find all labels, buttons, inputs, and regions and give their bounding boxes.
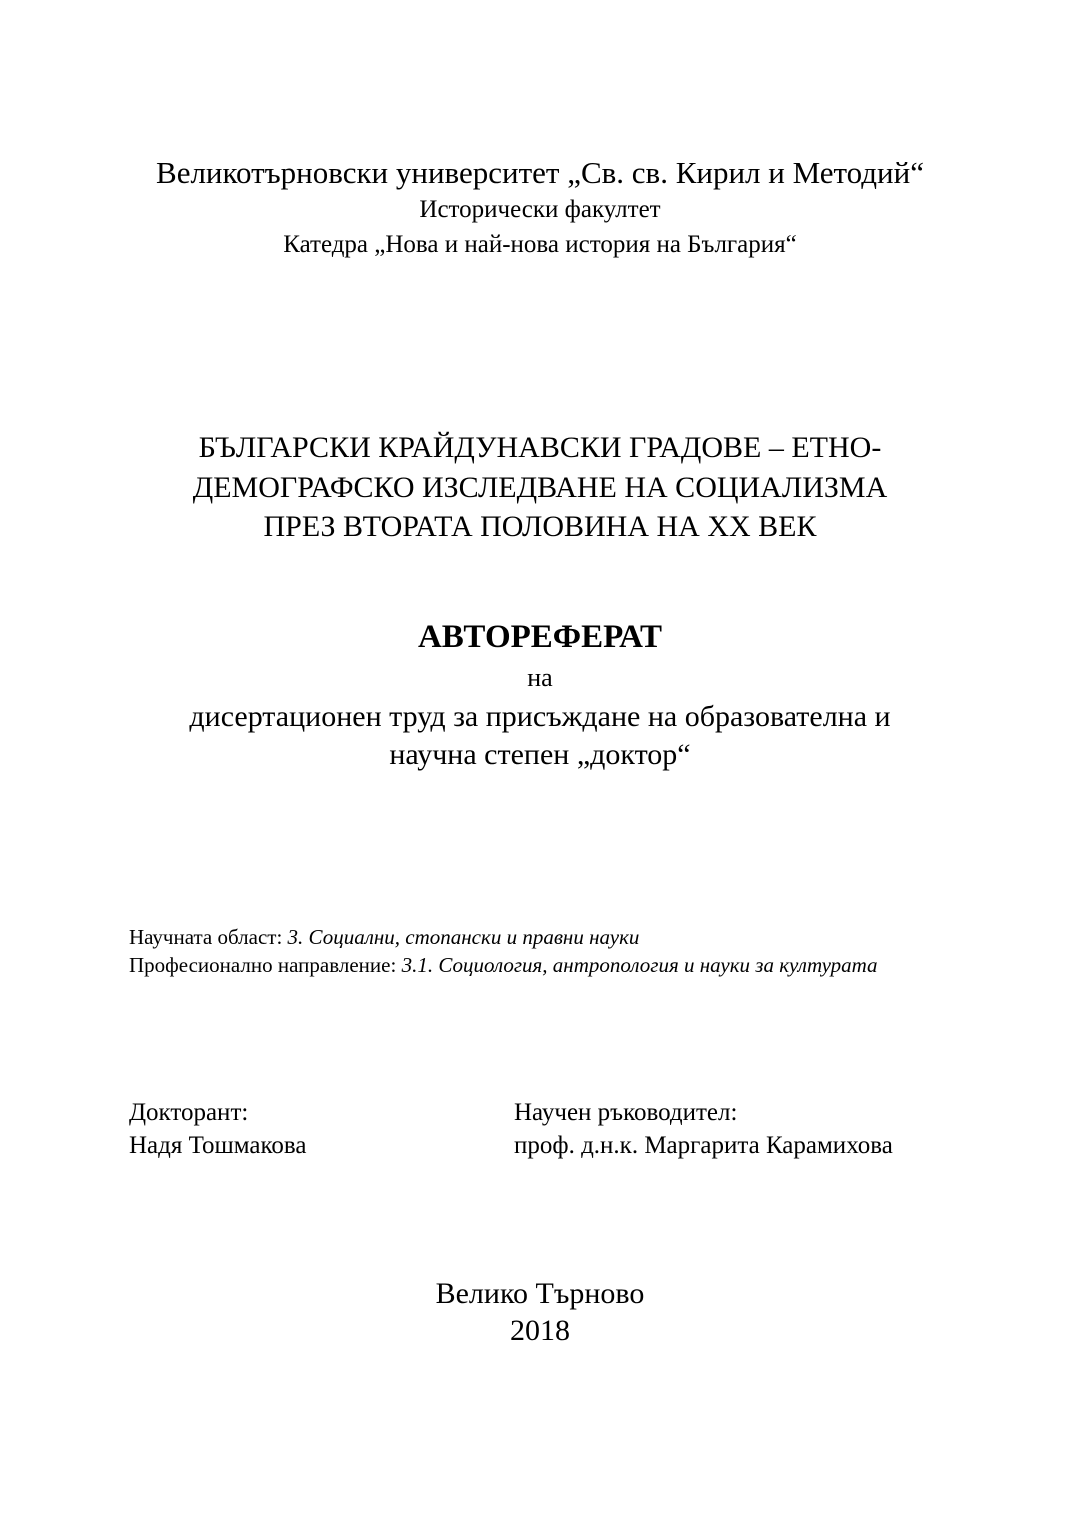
document-preposition: на xyxy=(527,663,553,692)
university-name: Великотърновски университет „Св. св. Кирил и Методий“ xyxy=(156,155,924,190)
dissertation-title-line-2: ДЕМОГРАФСКО ИЗСЛЕДВАНЕ НА СОЦИАЛИЗМА xyxy=(192,471,888,504)
professional-direction-value: 3.1. Социология, антропология и науки за културата xyxy=(401,953,878,977)
doctorant-label: Докторант: xyxy=(129,1099,249,1126)
professional-direction-label: Професионално направление: xyxy=(129,953,402,977)
scientific-area xyxy=(129,925,639,950)
professional-direction xyxy=(129,953,878,978)
dissertation-title-line-3: ПРЕЗ ВТОРАТА ПОЛОВИНА НА XX ВЕК xyxy=(263,510,817,543)
dissertation-title-line-1: БЪЛГАРСКИ КРАЙДУНАВСКИ ГРАДОВЕ – ЕТНО- xyxy=(198,431,882,464)
faculty-name: Исторически факултет xyxy=(419,196,661,223)
document-purpose-line-1: дисертационен труд за присъждане на образователна и xyxy=(189,700,891,733)
publication-year: 2018 xyxy=(510,1314,570,1347)
supervisor-label: Научен ръководител: xyxy=(514,1099,738,1126)
doctorant-name: Надя Тошмакова xyxy=(129,1132,307,1159)
department-name: Катедра „Нова и най-нова история на България“ xyxy=(283,231,797,258)
supervisor-name: проф. д.н.к. Маргарита Карамихова xyxy=(514,1132,893,1159)
publication-city: Велико Търново xyxy=(435,1277,645,1310)
scientific-area-value: 3. Социални, стопански и правни науки xyxy=(287,925,640,949)
document-purpose-line-2: научна степен „доктор“ xyxy=(389,738,691,771)
scientific-area-label: Научната област: xyxy=(129,925,288,949)
document-type-heading: АВТОРЕФЕРАТ xyxy=(417,619,663,655)
